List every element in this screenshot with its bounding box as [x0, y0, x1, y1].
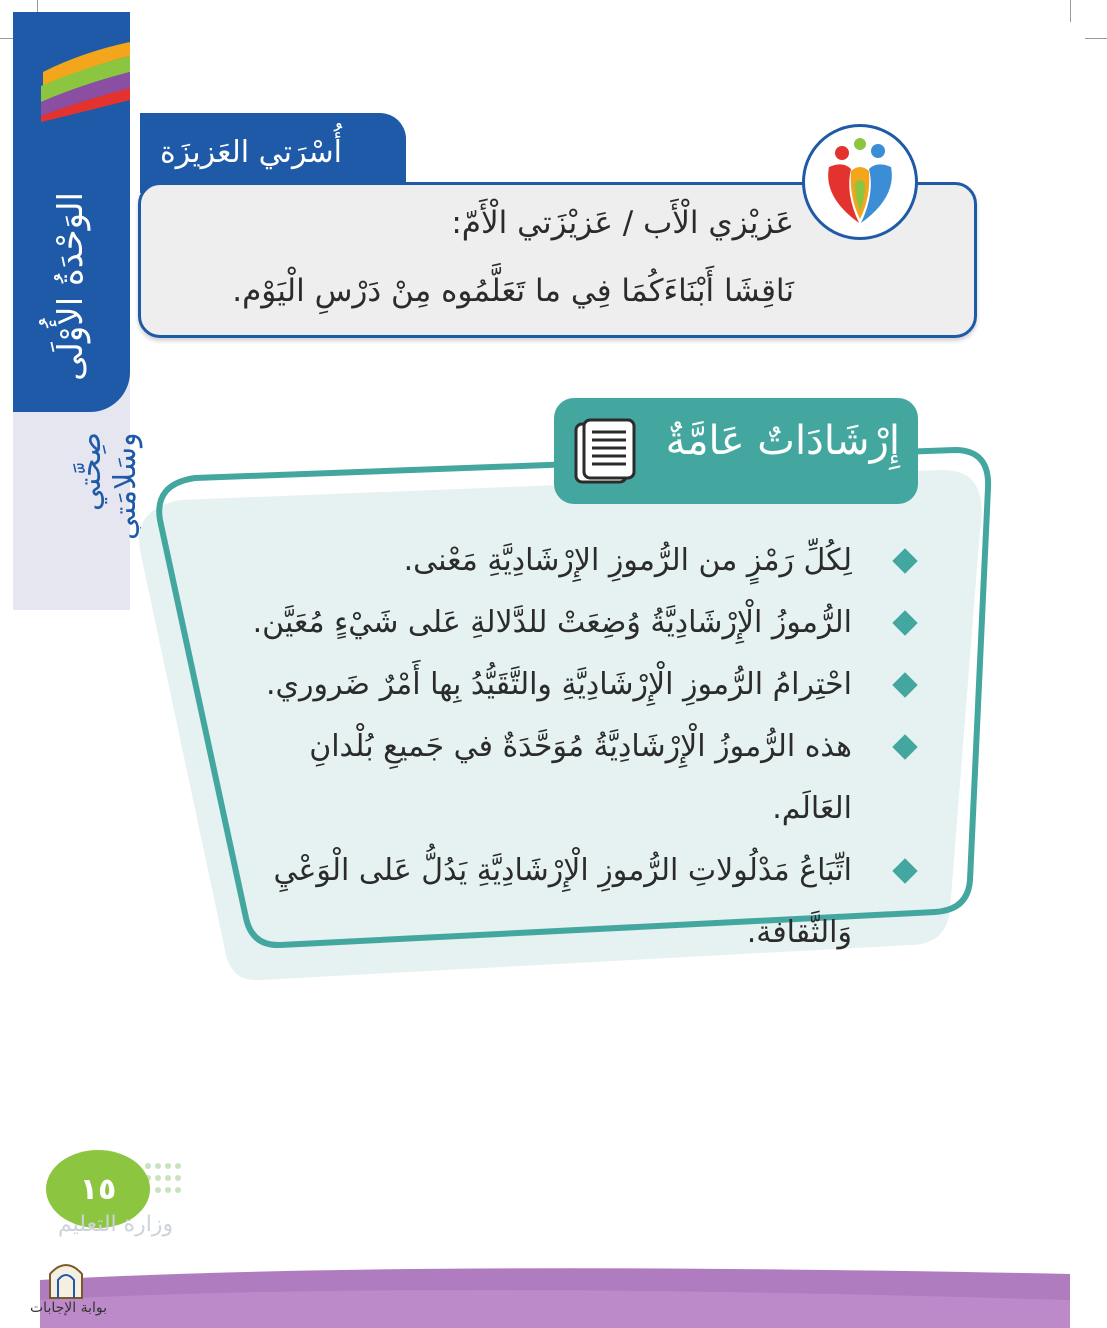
family-icon: [802, 124, 918, 240]
portal-logo-icon: [46, 1256, 86, 1300]
unit-subtitle: صِحَّتي وسَلامَتي: [73, 432, 143, 540]
guideline-text: الرُّموزُ الْإِرْشَادِيَّةُ وُضِعَتْ للدَّلالةِ عَلى شَيْءٍ مُعَيَّن.: [252, 605, 852, 640]
portal-label: بوابة الإجابات: [30, 1300, 108, 1316]
family-tab: [140, 113, 406, 193]
list-item: [240, 840, 920, 964]
diamond-bullet-icon: [892, 610, 917, 635]
guideline-text: اتِّبَاعُ مَدْلُولاتِ الرُّموزِ الْإِرْشَادِيَّةِ يَدُلُّ عَلى الْوَعْيِ وَالثَّقافة.: [273, 853, 852, 950]
guidelines-title: إِرْشَادَاتٌ عَامَّةٌ: [665, 418, 900, 464]
diamond-bullet-icon: [892, 672, 917, 697]
guideline-text: لِكُلِّ رَمْزٍ من الرُّموزِ الإِرْشَادِيَّةِ مَعْنى.: [403, 543, 852, 578]
page-number: ١٥: [79, 1172, 117, 1207]
guideline-text: هذه الرُّموزُ الْإِرْشَادِيَّةُ مُوَحَّدَةٌ في جَميعِ بُلْدانِ العَالَم.: [309, 729, 852, 826]
footer-band: [0, 1240, 1107, 1328]
family-greeting: عَزيْزي الْأَب / عَزيْزَتي الْأَمّ:: [451, 205, 794, 241]
diamond-bullet-icon: [892, 548, 917, 573]
guideline-text: احْتِرامُ الرُّموزِ الْإِرْشَادِيَّةِ والتَّقَيُّدُ بِها أَمْرٌ ضَروري.: [266, 667, 852, 702]
diamond-bullet-icon: [892, 858, 917, 883]
list-item: [240, 654, 920, 716]
family-message: نَاقِشَا أَبْنَاءَكُمَا فِي ما تَعَلَّمُوه مِنْ دَرْسِ الْيَوْم.: [232, 273, 794, 309]
decorative-stripes: [13, 12, 130, 122]
ministry-watermark: وزارة التعليم: [58, 1212, 174, 1237]
crop-mark: [1085, 38, 1107, 39]
unit-title: الوَحْدَةُ الأُوْلَى: [51, 192, 91, 381]
family-tab-label: أُسْرَتي العَزيزَة: [159, 135, 342, 170]
list-item: [240, 716, 920, 840]
diamond-bullet-icon: [892, 734, 917, 759]
document-icon: [574, 418, 638, 484]
list-item: [240, 530, 920, 592]
unit-side-tab: [13, 12, 143, 610]
list-item: [240, 592, 920, 654]
crop-mark: [1070, 0, 1071, 22]
guidelines-list: [240, 530, 920, 964]
guidelines-header: [554, 398, 918, 504]
